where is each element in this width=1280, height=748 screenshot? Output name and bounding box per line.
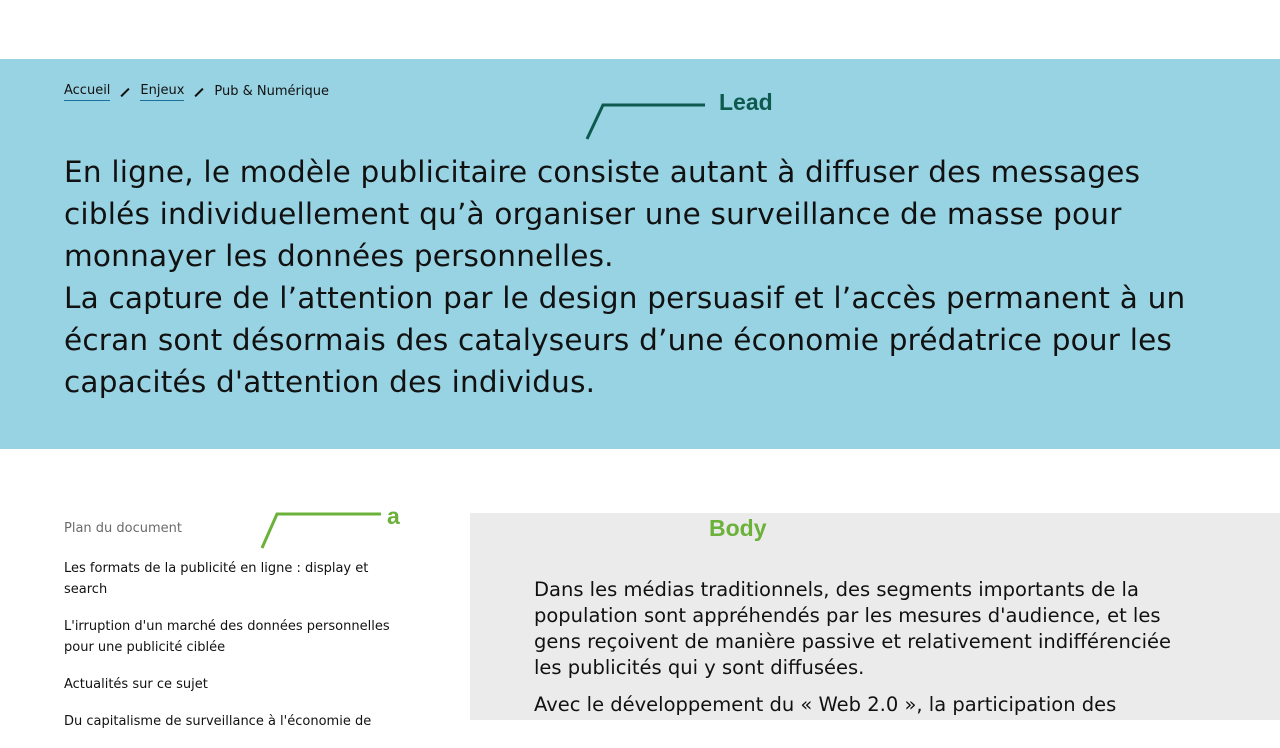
breadcrumb-current: Pub & Numérique: [214, 83, 329, 99]
lead-annotation-label: Lead: [719, 89, 773, 115]
body-text: [534, 577, 1174, 729]
lead-paragraph: La capture de l’attention par le design persuasif et l’accès permanent à un écran sont désormais des catalyseurs d’une économie prédatrice pour les capacités d'attention des individus.: [64, 281, 1186, 399]
body-annotation-label: Body: [709, 515, 767, 541]
breadcrumb-section-link[interactable]: Enjeux: [140, 82, 184, 101]
body-paragraph: Avec le développement du « Web 2.0 », la participation des: [534, 693, 1117, 716]
a-annotation-label: a: [387, 503, 400, 529]
breadcrumb-separator-icon: [194, 87, 204, 97]
table-of-contents: [64, 518, 404, 748]
body-panel: [470, 513, 1280, 720]
breadcrumb-home-link[interactable]: Accueil: [64, 82, 110, 101]
breadcrumb-separator-icon: [120, 87, 130, 97]
toc-item[interactable]: Les formats de la publicité en ligne : display et search: [64, 561, 369, 597]
toc-item[interactable]: L'irruption d'un marché des données personnelles pour une publicité ciblée: [64, 619, 390, 655]
lead-paragraph: En ligne, le modèle publicitaire consiste autant à diffuser des messages ciblés individuellement qu’à organiser une surveillance de masse pour monnayer les données personnelles.: [64, 155, 1141, 273]
top-header-space: [0, 0, 1280, 59]
hero-section: [0, 59, 1280, 449]
toc-item[interactable]: Actualités sur ce sujet: [64, 677, 208, 692]
body-paragraph: Dans les médias traditionnels, des segments importants de la population sont appréhendés par les mesures d'audience, et les gens reçoivent de manière passive et relativement indifférenciée les publicités qui y sont diffusées.: [534, 578, 1172, 679]
toc-title: Plan du document: [64, 521, 183, 536]
lead-text: [64, 151, 1224, 403]
toc-item[interactable]: Du capitalisme de surveillance à l'économie de: [64, 714, 372, 729]
breadcrumb: [64, 82, 329, 101]
